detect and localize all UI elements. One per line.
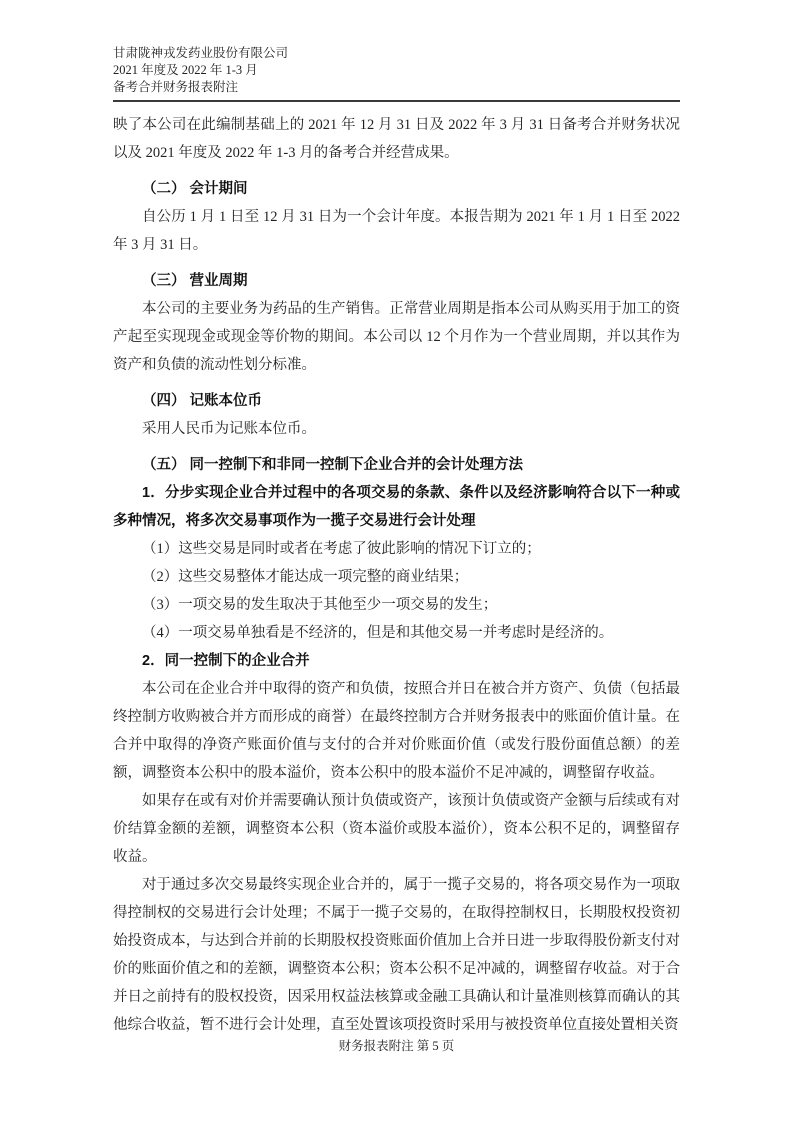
sub-heading-common-control-merger: 2．同一控制下的企业合并 [142,653,310,669]
paragraph-functional-currency: 采用人民币为记账本位币。 [142,421,316,437]
section-heading-operating-cycle: （三） 营业周期 [142,273,248,289]
paragraph-contingent-consideration: 如果存在或有对价并需要确认预计负债或资产，该预计负债或资产金额与后续或有对价结算金额的差额，调整资本公积（资本溢价或股本溢价），资本公积不足的，调整留存收益。 [113,793,680,865]
page-footer [0,1036,793,1054]
page-header [113,45,680,102]
bold-paragraph-step-transactions: 1．分步实现企业合并过程中的各项交易的条款、条件以及经济影响符合以下一种或多种情况，将多次交易事项作为一揽子交易进行会计处理 [113,485,680,529]
header-company-name: 甘肃陇神戎发药业股份有限公司 [113,46,289,60]
header-document-title: 备考合并财务报表附注 [113,80,239,94]
list-item-3: （3）一项交易的发生取决于其他至少一项交易的发生； [142,597,498,613]
paragraph-accounting-period: 自公历 1 月 1 日至 12 月 31 日为一个会计年度。本报告期为 2021 年 1 月 1 日至 2022 年 3 月 31 日。 [113,209,680,253]
section-heading-business-combination: （五） 同一控制下和非同一控制下企业合并的会计处理方法 [142,457,524,473]
section-heading-functional-currency: （四） 记账本位币 [142,393,263,409]
list-item-2: （2）这些交易整体才能达成一项完整的商业结果； [142,569,469,585]
header-report-period: 2021 年度及 2022 年 1-3 月 [113,63,258,77]
document-body [113,102,680,1039]
paragraph-operating-cycle: 本公司的主要业务为药品的生产销售。正常营业周期是指本公司从购买用于加工的资产起至实现现金或现金等价物的期间。本公司以 12 个月作为一个营业周期，并以其作为资产和负债的流动性划分标准。 [113,301,680,373]
list-item-4: （4）一项交易单独看是不经济的，但是和其他交易一并考虑时是经济的。 [142,625,614,641]
paragraph-merger-measurement: 本公司在企业合并中取得的资产和负债，按照合并日在被合并方资产、负债（包括最终控制方收购被合并方而形成的商誉）在最终控制方合并财务报表中的账面价值计量。在合并中取得的净资产账面价值与支付的合并对价账面价值（或发行股份面值总额）的差额，调整资本公积中的股本溢价，资本公积中的股本溢价不足冲减的，调整留存收益。 [113,681,680,781]
paragraph-continued: 映了本公司在此编制基础上的 2021 年 12 月 31 日及 2022 年 3 月 31 日备考合并财务状况以及 2021 年度及 2022 年 1-3 月的备考合并经营成果。 [113,117,680,161]
paragraph-multi-step-merger: 对于通过多次交易最终实现企业合并的，属于一揽子交易的，将各项交易作为一项取得控制权的交易进行会计处理；不属于一揽子交易的，在取得控制权日，长期股权投资初始投资成本，与达到合并前的长期股权投资账面价值加上合并日进一步取得股份新支付对价的账面价值之和的差额，调整资本公积；资本公积不足冲减的，调整留存收益。对于合并日之前持有的股权投资，因采用权益法核算或金融工具确认和计量准则核算而确认的其他综合收益，暂不进行会计处理，直至处置该项投资时采用与被投资单位直接处置相关资 [113,877,680,1033]
footer-page-label: 财务报表附注 第 5 页 [338,1039,455,1053]
list-item-1: （1）这些交易是同时或者在考虑了彼此影响的情况下订立的； [142,541,541,557]
section-heading-accounting-period: （二） 会计期间 [142,181,248,197]
